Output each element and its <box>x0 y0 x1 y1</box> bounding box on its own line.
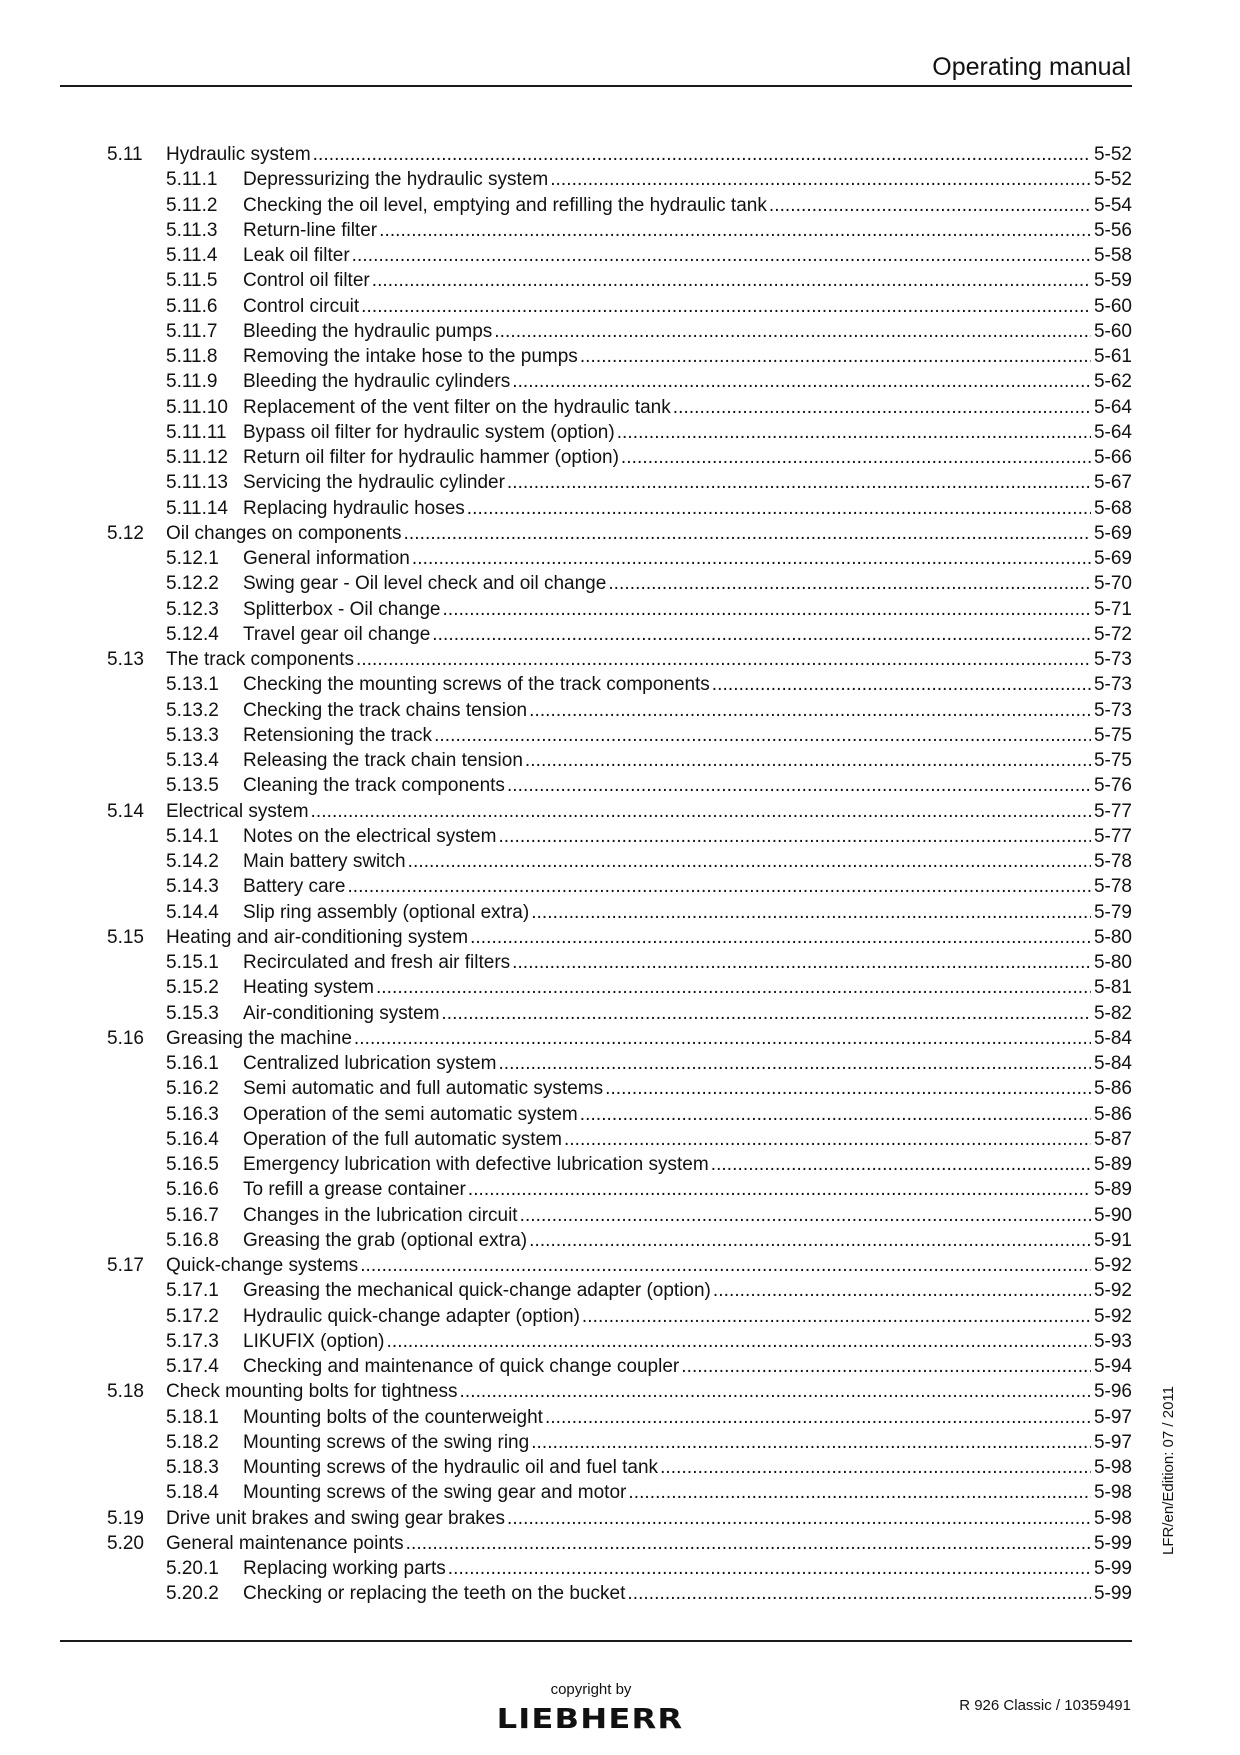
toc-entry-number: 5.13.2 <box>166 699 219 721</box>
toc-dot-leader <box>507 1506 1091 1531</box>
toc-entry-title: Drive unit brakes and swing gear brakes <box>166 1507 506 1529</box>
toc-dot-leader <box>520 1203 1091 1228</box>
toc-entry-number: 5.20.1 <box>166 1558 219 1579</box>
toc-entry-page: 5-69 <box>1093 522 1132 544</box>
toc-entry-title: Checking and maintenance of quick change coupler <box>243 1356 680 1377</box>
toc-entry[interactable] <box>107 672 1132 697</box>
toc-entry-page: 5-92 <box>1093 1305 1132 1327</box>
toc-entry-title: Control circuit <box>243 295 360 317</box>
toc-entry[interactable] <box>107 748 1132 773</box>
toc-entry-number: 5.11.4 <box>166 245 218 266</box>
toc-dot-leader <box>494 319 1091 344</box>
toc-dot-leader <box>441 1001 1091 1026</box>
toc-dot-leader <box>507 773 1091 798</box>
toc-entry-page: 5-73 <box>1093 649 1132 670</box>
toc-entry-page: 5-98 <box>1093 1507 1132 1529</box>
toc-entry-page: 5-86 <box>1093 1078 1132 1100</box>
toc-entry-title: Replacing working parts <box>243 1558 446 1579</box>
toc-dot-leader <box>580 344 1091 369</box>
toc-entry[interactable] <box>107 950 1132 975</box>
toc-entry-title: Air-conditioning system <box>243 1002 440 1024</box>
toc-entry-title: Mounting screws of the swing ring <box>243 1431 530 1453</box>
toc-entry-title: Replacing hydraulic hoses <box>243 497 465 519</box>
toc-entry-number: 5.13.1 <box>166 674 219 696</box>
toc-entry-number: 5.14.2 <box>166 851 219 872</box>
toc-dot-leader <box>525 748 1091 773</box>
toc-entry-number: 5.11.11 <box>166 421 227 443</box>
toc-entry-number: 5.14.1 <box>166 825 219 847</box>
toc-entry[interactable] <box>107 622 1132 647</box>
toc-entry-page: 5-80 <box>1093 926 1132 948</box>
toc-entry-number: 5.16.4 <box>166 1128 219 1150</box>
toc-dot-leader <box>356 647 1091 672</box>
toc-entry-page: 5-71 <box>1093 598 1132 620</box>
toc-entry-title: Leak oil filter <box>243 245 350 266</box>
toc-dot-leader <box>512 369 1091 394</box>
toc-entry-number: 5.15.1 <box>166 952 219 973</box>
toc-entry-number: 5.11.6 <box>166 295 218 317</box>
toc-entry-number: 5.16.3 <box>166 1103 219 1125</box>
toc-entry-title: Control oil filter <box>243 270 370 292</box>
toc-entry-title: Semi automatic and full automatic systems <box>243 1078 604 1100</box>
toc-entry[interactable] <box>107 1253 1132 1278</box>
toc-entry-title: Heating and air-conditioning system <box>166 926 469 948</box>
toc-entry-title: Recirculated and fresh air filters <box>243 952 511 973</box>
toc-entry-title: Checking the track chains tension <box>243 699 528 721</box>
toc-entry-number: 5.16 <box>107 1027 144 1049</box>
toc-entry[interactable] <box>107 193 1132 218</box>
toc-entry-page: 5-94 <box>1093 1356 1132 1377</box>
toc-dot-leader <box>712 672 1091 697</box>
toc-entry[interactable] <box>107 773 1132 798</box>
toc-entry-page: 5-75 <box>1093 750 1132 771</box>
toc-entry-title: Checking or replacing the teeth on the bucket <box>243 1583 626 1605</box>
toc-dot-leader <box>617 420 1091 445</box>
footer-rule <box>60 1640 1132 1642</box>
toc-entry[interactable] <box>107 900 1132 925</box>
toc-dot-leader <box>379 218 1091 243</box>
toc-dot-leader <box>352 243 1091 268</box>
toc-entry[interactable] <box>107 1304 1132 1329</box>
toc-entry[interactable] <box>107 1379 1132 1404</box>
toc-entry-page: 5-68 <box>1093 497 1132 519</box>
toc-dot-leader <box>531 900 1091 925</box>
toc-entry-title: Removing the intake hose to the pumps <box>243 346 578 367</box>
toc-dot-leader <box>443 597 1091 622</box>
toc-entry[interactable] <box>107 1127 1132 1152</box>
toc-entry[interactable] <box>107 723 1132 748</box>
toc-entry-number: 5.11.1 <box>166 169 218 191</box>
toc-entry-title: Depressurizing the hydraulic system <box>243 169 549 191</box>
toc-entry[interactable] <box>107 1026 1132 1051</box>
toc-entry-number: 5.14.4 <box>166 901 219 923</box>
toc-entry-title: Greasing the mechanical quick-change adapter (option) <box>243 1280 711 1302</box>
toc-dot-leader <box>376 975 1091 1000</box>
toc-entry-page: 5-73 <box>1093 674 1132 696</box>
toc-entry-title: Notes on the electrical system <box>243 825 497 847</box>
toc-dot-leader <box>621 445 1091 470</box>
toc-entry-title: Mounting screws of the hydraulic oil and fuel tank <box>243 1457 659 1478</box>
toc-entry-page: 5-98 <box>1093 1457 1132 1478</box>
toc-entry[interactable] <box>107 218 1132 243</box>
toc-entry-number: 5.13.5 <box>166 775 219 797</box>
toc-dot-leader <box>467 496 1091 521</box>
toc-entry[interactable] <box>107 142 1132 167</box>
toc-entry-page: 5-52 <box>1093 144 1132 165</box>
toc-entry[interactable] <box>107 496 1132 521</box>
toc-entry[interactable] <box>107 268 1132 293</box>
toc-entry-title: LIKUFIX (option) <box>243 1330 385 1352</box>
toc-entry-number: 5.11 <box>107 144 143 165</box>
toc-entry[interactable] <box>107 925 1132 950</box>
toc-entry[interactable] <box>107 1001 1132 1026</box>
toc-entry-title: Retensioning the track <box>243 724 433 746</box>
toc-entry-title: Battery care <box>243 876 346 898</box>
toc-entry-page: 5-92 <box>1093 1280 1132 1302</box>
toc-entry-title: Return-line filter <box>243 219 378 241</box>
toc-dot-leader <box>406 1531 1091 1556</box>
toc-dot-leader <box>628 1480 1091 1505</box>
toc-entry-title: Heating system <box>243 977 374 999</box>
toc-entry-page: 5-89 <box>1093 1154 1132 1175</box>
toc-entry-page: 5-89 <box>1093 1179 1132 1201</box>
toc-entry-number: 5.17.4 <box>166 1356 219 1377</box>
toc-dot-leader <box>507 470 1091 495</box>
toc-dot-leader <box>580 1102 1091 1127</box>
toc-entry-page: 5-99 <box>1093 1558 1132 1579</box>
toc-entry-page: 5-78 <box>1093 851 1132 872</box>
toc-entry[interactable] <box>107 571 1132 596</box>
toc-entry-number: 5.11.8 <box>166 346 218 367</box>
document-id: R 926 Classic / 10359491 <box>959 1697 1131 1714</box>
toc-entry-title: Bleeding the hydraulic cylinders <box>243 371 511 393</box>
toc-entry-number: 5.17.1 <box>166 1280 219 1302</box>
toc-entry-number: 5.16.7 <box>166 1204 219 1226</box>
toc-entry-title: To refill a grease container <box>243 1179 466 1201</box>
toc-entry[interactable] <box>107 319 1132 344</box>
toc-dot-leader <box>470 925 1091 950</box>
toc-entry-number: 5.20.2 <box>166 1583 219 1605</box>
toc-entry-page: 5-99 <box>1093 1532 1132 1554</box>
toc-entry-title: Slip ring assembly (optional extra) <box>243 901 530 923</box>
toc-entry-number: 5.11.7 <box>166 320 218 342</box>
toc-entry-page: 5-86 <box>1093 1103 1132 1125</box>
toc-entry-page: 5-97 <box>1093 1431 1132 1453</box>
toc-entry-page: 5-56 <box>1093 219 1132 241</box>
toc-dot-leader <box>512 950 1091 975</box>
toc-entry-title: Electrical system <box>166 800 309 822</box>
toc-entry-page: 5-60 <box>1093 320 1132 342</box>
toc-dot-leader <box>660 1455 1091 1480</box>
toc-entry-number: 5.16.8 <box>166 1229 219 1251</box>
toc-entry-title: Bypass oil filter for hydraulic system (option) <box>243 421 615 443</box>
toc-entry[interactable] <box>107 1455 1132 1480</box>
toc-entry-page: 5-60 <box>1093 295 1132 317</box>
toc-entry-number: 5.12.3 <box>166 598 219 620</box>
toc-entry-title: Bleeding the hydraulic pumps <box>243 320 493 342</box>
toc-entry-number: 5.11.12 <box>166 447 228 468</box>
toc-entry-title: General information <box>243 548 410 569</box>
toc-entry-title: Quick-change systems <box>166 1255 359 1276</box>
toc-entry[interactable] <box>107 1430 1132 1455</box>
toc-entry-number: 5.19 <box>107 1507 144 1529</box>
toc-entry-page: 5-80 <box>1093 952 1132 973</box>
toc-dot-leader <box>347 874 1091 899</box>
toc-entry-page: 5-54 <box>1093 194 1132 216</box>
toc-entry-title: Centralized lubrication system <box>243 1053 497 1074</box>
toc-dot-leader <box>713 1278 1091 1303</box>
toc-entry-title: Splitterbox - Oil change <box>243 598 441 620</box>
toc-dot-leader <box>404 521 1091 546</box>
toc-entry-title: Greasing the machine <box>166 1027 352 1049</box>
toc-entry[interactable] <box>107 849 1132 874</box>
toc-entry-page: 5-91 <box>1093 1229 1132 1251</box>
toc-entry[interactable] <box>107 1354 1132 1379</box>
toc-entry-number: 5.16.2 <box>166 1078 219 1100</box>
page-title: Operating manual <box>932 53 1131 81</box>
toc-entry-page: 5-61 <box>1093 346 1132 367</box>
toc-dot-leader <box>498 824 1091 849</box>
toc-entry-title: Checking the mounting screws of the track components <box>243 674 710 696</box>
toc-entry[interactable] <box>107 243 1132 268</box>
toc-entry-number: 5.18.4 <box>166 1482 219 1504</box>
toc-entry-page: 5-87 <box>1093 1128 1132 1150</box>
toc-entry[interactable] <box>107 1076 1132 1101</box>
toc-entry-page: 5-79 <box>1093 901 1132 923</box>
toc-dot-leader <box>608 571 1091 596</box>
toc-entry-number: 5.13.3 <box>166 724 219 746</box>
toc-entry[interactable] <box>107 1102 1132 1127</box>
toc-entry-page: 5-52 <box>1093 169 1132 191</box>
toc-entry-number: 5.12.4 <box>166 623 219 645</box>
toc-entry-title: Swing gear - Oil level check and oil change <box>243 573 607 595</box>
toc-entry-title: Mounting screws of the swing gear and motor <box>243 1482 627 1504</box>
toc-dot-leader <box>769 193 1091 218</box>
toc-entry[interactable] <box>107 1581 1132 1606</box>
toc-entry[interactable] <box>107 1506 1132 1531</box>
toc-entry-number: 5.15 <box>107 926 144 948</box>
toc-entry-title: Return oil filter for hydraulic hammer (option) <box>243 447 619 468</box>
toc-entry-page: 5-76 <box>1093 775 1132 797</box>
toc-entry-title: The track components <box>166 649 354 670</box>
toc-entry-title: Travel gear oil change <box>243 623 431 645</box>
toc-entry-page: 5-62 <box>1093 371 1132 393</box>
toc-entry-page: 5-67 <box>1093 472 1132 494</box>
toc-entry-title: Operation of the full automatic system <box>243 1128 562 1150</box>
toc-entry-title: Changes in the lubrication circuit <box>243 1204 518 1226</box>
toc-entry-page: 5-92 <box>1093 1255 1132 1276</box>
toc-entry-number: 5.17.3 <box>166 1330 219 1352</box>
toc-entry-number: 5.15.2 <box>166 977 219 999</box>
toc-entry-title: Check mounting bolts for tightness <box>166 1381 458 1403</box>
toc-entry[interactable] <box>107 470 1132 495</box>
toc-entry-page: 5-97 <box>1093 1406 1132 1428</box>
toc-entry-number: 5.17.2 <box>166 1305 219 1327</box>
table-of-contents <box>107 142 1132 1607</box>
toc-entry-title: Cleaning the track components <box>243 775 505 797</box>
toc-dot-leader <box>412 546 1091 571</box>
toc-entry-number: 5.18.3 <box>166 1457 219 1478</box>
toc-dot-leader <box>460 1379 1091 1404</box>
toc-entry-title: Emergency lubrication with defective lubrication system <box>243 1154 709 1175</box>
toc-entry[interactable] <box>107 1531 1132 1556</box>
toc-dot-leader <box>711 1152 1091 1177</box>
toc-entry-page: 5-72 <box>1093 623 1132 645</box>
toc-entry[interactable] <box>107 546 1132 571</box>
toc-dot-leader <box>545 1405 1091 1430</box>
toc-entry[interactable] <box>107 597 1132 622</box>
toc-entry-title: Operation of the semi automatic system <box>243 1103 578 1125</box>
toc-entry-number: 5.11.2 <box>166 194 218 216</box>
toc-entry[interactable] <box>107 294 1132 319</box>
edition-label: LFR/en/Edition: 07 / 2011 <box>1160 1386 1177 1555</box>
toc-dot-leader <box>313 142 1091 167</box>
toc-dot-leader <box>468 1177 1091 1202</box>
toc-dot-leader <box>550 167 1091 192</box>
toc-dot-leader <box>408 849 1091 874</box>
toc-entry-page: 5-93 <box>1093 1330 1132 1352</box>
toc-entry[interactable] <box>107 1228 1132 1253</box>
toc-entry-number: 5.11.9 <box>166 371 218 393</box>
toc-entry-number: 5.11.10 <box>166 396 228 418</box>
toc-entry[interactable] <box>107 975 1132 1000</box>
toc-entry-page: 5-73 <box>1093 699 1132 721</box>
toc-entry-title: General maintenance points <box>166 1532 404 1554</box>
toc-entry-number: 5.12.2 <box>166 573 219 595</box>
toc-dot-leader <box>387 1329 1091 1354</box>
toc-entry-page: 5-84 <box>1093 1053 1132 1074</box>
toc-entry-title: Greasing the grab (optional extra) <box>243 1229 528 1251</box>
toc-entry-number: 5.14 <box>107 800 144 822</box>
toc-entry-page: 5-96 <box>1093 1381 1132 1403</box>
toc-entry-number: 5.11.14 <box>166 497 228 519</box>
toc-entry[interactable] <box>107 824 1132 849</box>
toc-entry-title: Mounting bolts of the counterweight <box>243 1406 543 1428</box>
toc-entry[interactable] <box>107 1051 1132 1076</box>
toc-entry-title: Checking the oil level, emptying and refilling the hydraulic tank <box>243 194 767 216</box>
toc-entry-number: 5.12 <box>107 522 144 544</box>
toc-entry-number: 5.11.3 <box>166 219 218 241</box>
toc-entry-title: Hydraulic system <box>166 144 311 165</box>
toc-entry[interactable] <box>107 167 1132 192</box>
toc-entry-number: 5.14.3 <box>166 876 219 898</box>
toc-entry-page: 5-84 <box>1093 1027 1132 1049</box>
toc-entry-number: 5.11.13 <box>166 472 228 494</box>
toc-dot-leader <box>434 723 1091 748</box>
toc-entry[interactable] <box>107 1152 1132 1177</box>
toc-entry-number: 5.11.5 <box>166 270 218 292</box>
toc-entry-page: 5-82 <box>1093 1002 1132 1024</box>
toc-entry-number: 5.12.1 <box>166 548 219 569</box>
toc-entry-title: Hydraulic quick-change adapter (option) <box>243 1305 580 1327</box>
toc-entry-page: 5-64 <box>1093 421 1132 443</box>
toc-dot-leader <box>582 1304 1091 1329</box>
toc-entry-number: 5.13.4 <box>166 750 219 771</box>
toc-dot-leader <box>605 1076 1091 1101</box>
toc-dot-leader <box>432 622 1091 647</box>
toc-entry-title: Main battery switch <box>243 851 406 872</box>
toc-dot-leader <box>529 698 1091 723</box>
toc-entry[interactable] <box>107 521 1132 546</box>
toc-entry[interactable] <box>107 445 1132 470</box>
toc-dot-leader <box>361 294 1091 319</box>
toc-entry[interactable] <box>107 420 1132 445</box>
toc-dot-leader <box>531 1430 1091 1455</box>
toc-entry-number: 5.18.2 <box>166 1431 219 1453</box>
toc-entry-page: 5-58 <box>1093 245 1132 266</box>
toc-entry[interactable] <box>107 698 1132 723</box>
toc-entry-page: 5-70 <box>1093 573 1132 595</box>
toc-entry[interactable] <box>107 1177 1132 1202</box>
toc-entry-number: 5.16.5 <box>166 1154 219 1175</box>
toc-dot-leader <box>372 268 1091 293</box>
toc-dot-leader <box>448 1556 1091 1581</box>
liebherr-logo: LIEBHERR <box>496 1702 684 1735</box>
toc-entry[interactable] <box>107 1405 1132 1430</box>
toc-entry-number: 5.13 <box>107 649 144 670</box>
toc-entry-number: 5.18.1 <box>166 1406 219 1428</box>
toc-entry[interactable] <box>107 647 1132 672</box>
toc-dot-leader <box>681 1354 1091 1379</box>
toc-entry-page: 5-81 <box>1093 977 1132 999</box>
toc-entry-title: Replacement of the vent filter on the hydraulic tank <box>243 396 671 418</box>
toc-entry-page: 5-77 <box>1093 825 1132 847</box>
toc-entry[interactable] <box>107 1556 1132 1581</box>
toc-entry-number: 5.16.6 <box>166 1179 219 1201</box>
toc-entry[interactable] <box>107 344 1132 369</box>
toc-entry-page: 5-75 <box>1093 724 1132 746</box>
toc-entry-number: 5.17 <box>107 1255 144 1276</box>
toc-entry-number: 5.15.3 <box>166 1002 219 1024</box>
toc-entry[interactable] <box>107 369 1132 394</box>
toc-entry-page: 5-90 <box>1093 1204 1132 1226</box>
toc-dot-leader <box>627 1581 1091 1606</box>
toc-dot-leader <box>311 799 1091 824</box>
toc-dot-leader <box>360 1253 1091 1278</box>
toc-dot-leader <box>498 1051 1091 1076</box>
toc-entry-page: 5-59 <box>1093 270 1132 292</box>
toc-entry-page: 5-99 <box>1093 1583 1132 1605</box>
toc-entry-title: Servicing the hydraulic cylinder <box>243 472 505 494</box>
toc-entry[interactable] <box>107 874 1132 899</box>
toc-entry-page: 5-69 <box>1093 548 1132 569</box>
header-rule <box>60 85 1132 87</box>
toc-entry[interactable] <box>107 1203 1132 1228</box>
toc-dot-leader <box>673 395 1091 420</box>
toc-entry-number: 5.18 <box>107 1381 144 1403</box>
toc-entry-number: 5.16.1 <box>166 1053 219 1074</box>
toc-entry[interactable] <box>107 1480 1132 1505</box>
toc-entry[interactable] <box>107 1278 1132 1303</box>
toc-dot-leader <box>564 1127 1091 1152</box>
toc-entry[interactable] <box>107 799 1132 824</box>
toc-entry-page: 5-98 <box>1093 1482 1132 1504</box>
toc-entry-page: 5-66 <box>1093 447 1132 468</box>
copyright-label: copyright by <box>550 1681 632 1698</box>
toc-entry-page: 5-78 <box>1093 876 1132 898</box>
toc-entry[interactable] <box>107 1329 1132 1354</box>
toc-entry-page: 5-64 <box>1093 396 1132 418</box>
toc-dot-leader <box>529 1228 1091 1253</box>
toc-entry-title: Releasing the track chain tension <box>243 750 523 771</box>
toc-entry[interactable] <box>107 395 1132 420</box>
toc-entry-page: 5-77 <box>1093 800 1132 822</box>
toc-entry-number: 5.20 <box>107 1532 144 1554</box>
toc-entry-title: Oil changes on components <box>166 522 402 544</box>
toc-dot-leader <box>354 1026 1091 1051</box>
